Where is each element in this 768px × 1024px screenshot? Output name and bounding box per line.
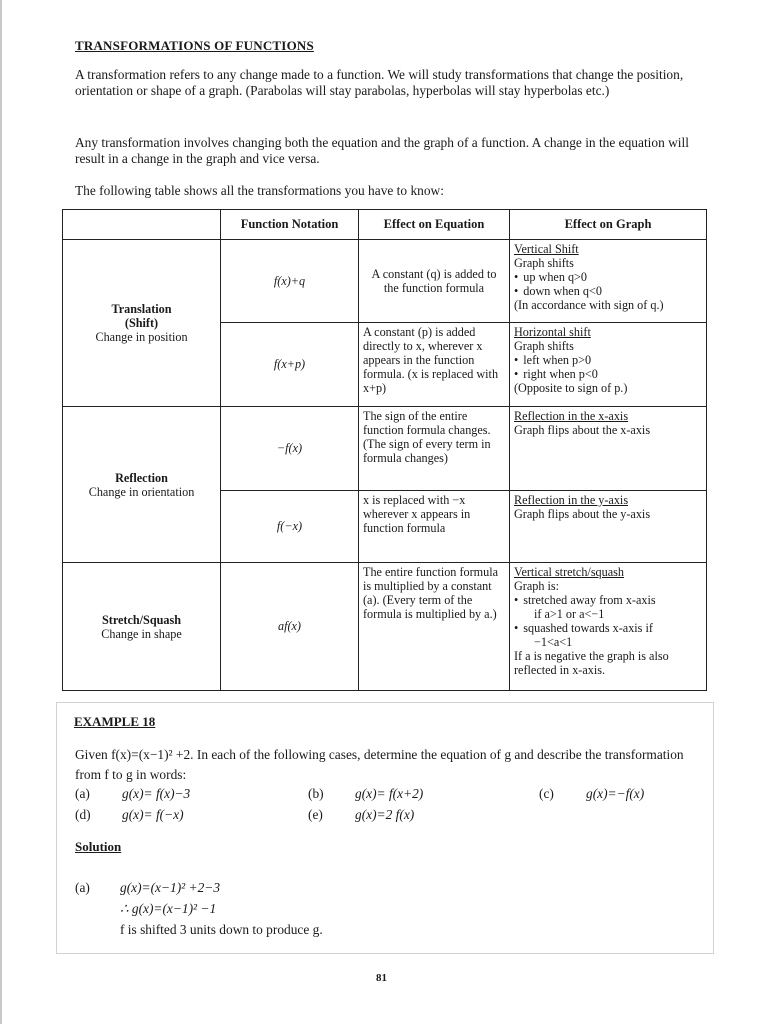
- bullet: • down when q<0: [514, 284, 702, 298]
- graph-bullets: [514, 270, 702, 298]
- case-label: (e): [308, 807, 323, 822]
- graph-line: Graph is:: [514, 579, 560, 593]
- case-d: [75, 807, 184, 823]
- graph-title: Vertical stretch/squash: [514, 565, 624, 579]
- table-header-row: [63, 210, 707, 240]
- bullet: • up when q>0: [514, 270, 702, 284]
- graph-line: Graph shifts: [514, 339, 574, 353]
- graph-cell: [510, 323, 707, 407]
- graph-line: Graph flips about the y-axis: [514, 507, 651, 521]
- solution-line-1: g(x)=(x−1)² +2−3: [120, 880, 221, 895]
- graph-note: (Opposite to sign of p.): [514, 381, 628, 395]
- graph-title: Vertical Shift: [514, 242, 579, 256]
- page-title: TRANSFORMATIONS OF FUNCTIONS: [75, 38, 314, 53]
- case-b: [308, 786, 423, 802]
- bullet: • right when p<0: [514, 367, 702, 381]
- reflection-category: [63, 407, 221, 563]
- solution-line: [75, 877, 323, 898]
- graph-bullets: [514, 593, 702, 649]
- header-effect-graph: Effect on Graph: [510, 210, 707, 240]
- notation-cell: af(x): [221, 563, 359, 691]
- header-effect-equation: Effect on Equation: [359, 210, 510, 240]
- bullet-text: stretched away from x-axis: [523, 593, 656, 607]
- table-intro-paragraph: The following table shows all the transformations you have to know:: [75, 183, 444, 198]
- solution-line: [75, 898, 323, 919]
- equation-cell: The entire function formula is multiplied by a constant (a). (Every term of the formula is multiplied by a.): [359, 563, 510, 691]
- solution-line: [75, 919, 323, 940]
- case-expr: g(x)=2 f(x): [355, 807, 415, 822]
- bullet: • left when p>0: [514, 353, 702, 367]
- example-title: EXAMPLE 18: [74, 714, 156, 729]
- notation-cell: −f(x): [221, 407, 359, 491]
- equation-cell: The sign of the entire function formula changes. (The sign of every term in formula changes): [359, 407, 510, 491]
- case-expr: g(x)= f(x+2): [355, 786, 424, 801]
- graph-title: Reflection in the x-axis: [514, 409, 629, 423]
- case-label: (d): [75, 807, 91, 822]
- graph-note: If a is negative the graph is also reflected in x-axis.: [514, 649, 669, 677]
- header-function-notation: Function Notation: [221, 210, 359, 240]
- translation-name: Translation: [111, 302, 172, 316]
- stretch-category: [63, 563, 221, 691]
- solution-line-3: f is shifted 3 units down to produce g.: [120, 922, 323, 937]
- notation-cell: f(x+p): [221, 323, 359, 407]
- graph-cell: [510, 240, 707, 323]
- case-a: [75, 786, 190, 802]
- solution-title: Solution: [75, 839, 122, 854]
- graph-bullets: [514, 353, 702, 381]
- graph-line: Graph shifts: [514, 256, 574, 270]
- bullet-cont: −1<a<1: [534, 635, 573, 649]
- case-e: [308, 807, 414, 823]
- bullet: [514, 621, 702, 649]
- transformations-table: [62, 209, 707, 691]
- case-expr: g(x)=−f(x): [586, 786, 645, 801]
- translation-category: [63, 240, 221, 407]
- graph-cell: [510, 563, 707, 691]
- stretch-name: Stretch/Squash: [101, 612, 182, 627]
- case-label: (b): [308, 786, 324, 801]
- solution-block: [75, 877, 323, 940]
- intro-paragraph: A transformation refers to any change made to a function. We will study transformations that change the position, orientation or shape of a graph. (Parabolas will stay parabolas, hyperbolas will stay hyperbolas etc.): [75, 67, 684, 98]
- example-text: Given f(x)=(x−1)² +2. In each of the following cases, determine the equation of g and describe the transformation from f to g in words:: [75, 747, 684, 782]
- bullet: [514, 593, 702, 621]
- reflection-desc: Change in orientation: [88, 484, 195, 499]
- table-row: [63, 240, 707, 323]
- page-edge: [0, 0, 2, 1024]
- stretch-desc: Change in shape: [101, 626, 182, 641]
- table-row: [63, 563, 707, 691]
- graph-note: (In accordance with sign of q.): [514, 298, 664, 312]
- table-row: [63, 407, 707, 491]
- equation-cell: A constant (p) is added directly to x, wherever x appears in the function formula. (x is replaced with x+p): [359, 323, 510, 407]
- notation-cell: f(x)+q: [221, 240, 359, 323]
- solution-label: (a): [75, 880, 90, 895]
- notation-cell: f(−x): [221, 491, 359, 563]
- translation-name-2: (Shift): [124, 316, 159, 330]
- case-label: (a): [75, 786, 90, 801]
- case-expr: g(x)= f(x)−3: [122, 786, 191, 801]
- header-empty: [63, 210, 221, 240]
- equation-cell: A constant (q) is added to the function formula: [359, 240, 510, 323]
- bullet-text: squashed towards x-axis if: [523, 621, 653, 635]
- equation-cell: x is replaced with −x wherever x appears in function formula: [359, 491, 510, 563]
- page-number: 81: [376, 972, 387, 984]
- case-expr: g(x)= f(−x): [122, 807, 184, 822]
- solution-line-2: ∴ g(x)=(x−1)² −1: [120, 901, 217, 916]
- graph-cell: [510, 407, 707, 491]
- equation-graph-paragraph: Any transformation involves changing both the equation and the graph of a function. A change in the equation will result in a change in the graph and vice versa.: [75, 135, 689, 166]
- graph-title: Reflection in the y-axis: [514, 493, 629, 507]
- graph-title: Horizontal shift: [514, 325, 591, 339]
- bullet-cont: if a>1 or a<−1: [534, 607, 605, 621]
- case-label: (c): [539, 786, 554, 801]
- case-c: [539, 786, 644, 802]
- reflection-name: Reflection: [115, 470, 168, 485]
- graph-line: Graph flips about the x-axis: [514, 423, 651, 437]
- translation-desc: Change in position: [95, 330, 188, 344]
- graph-cell: [510, 491, 707, 563]
